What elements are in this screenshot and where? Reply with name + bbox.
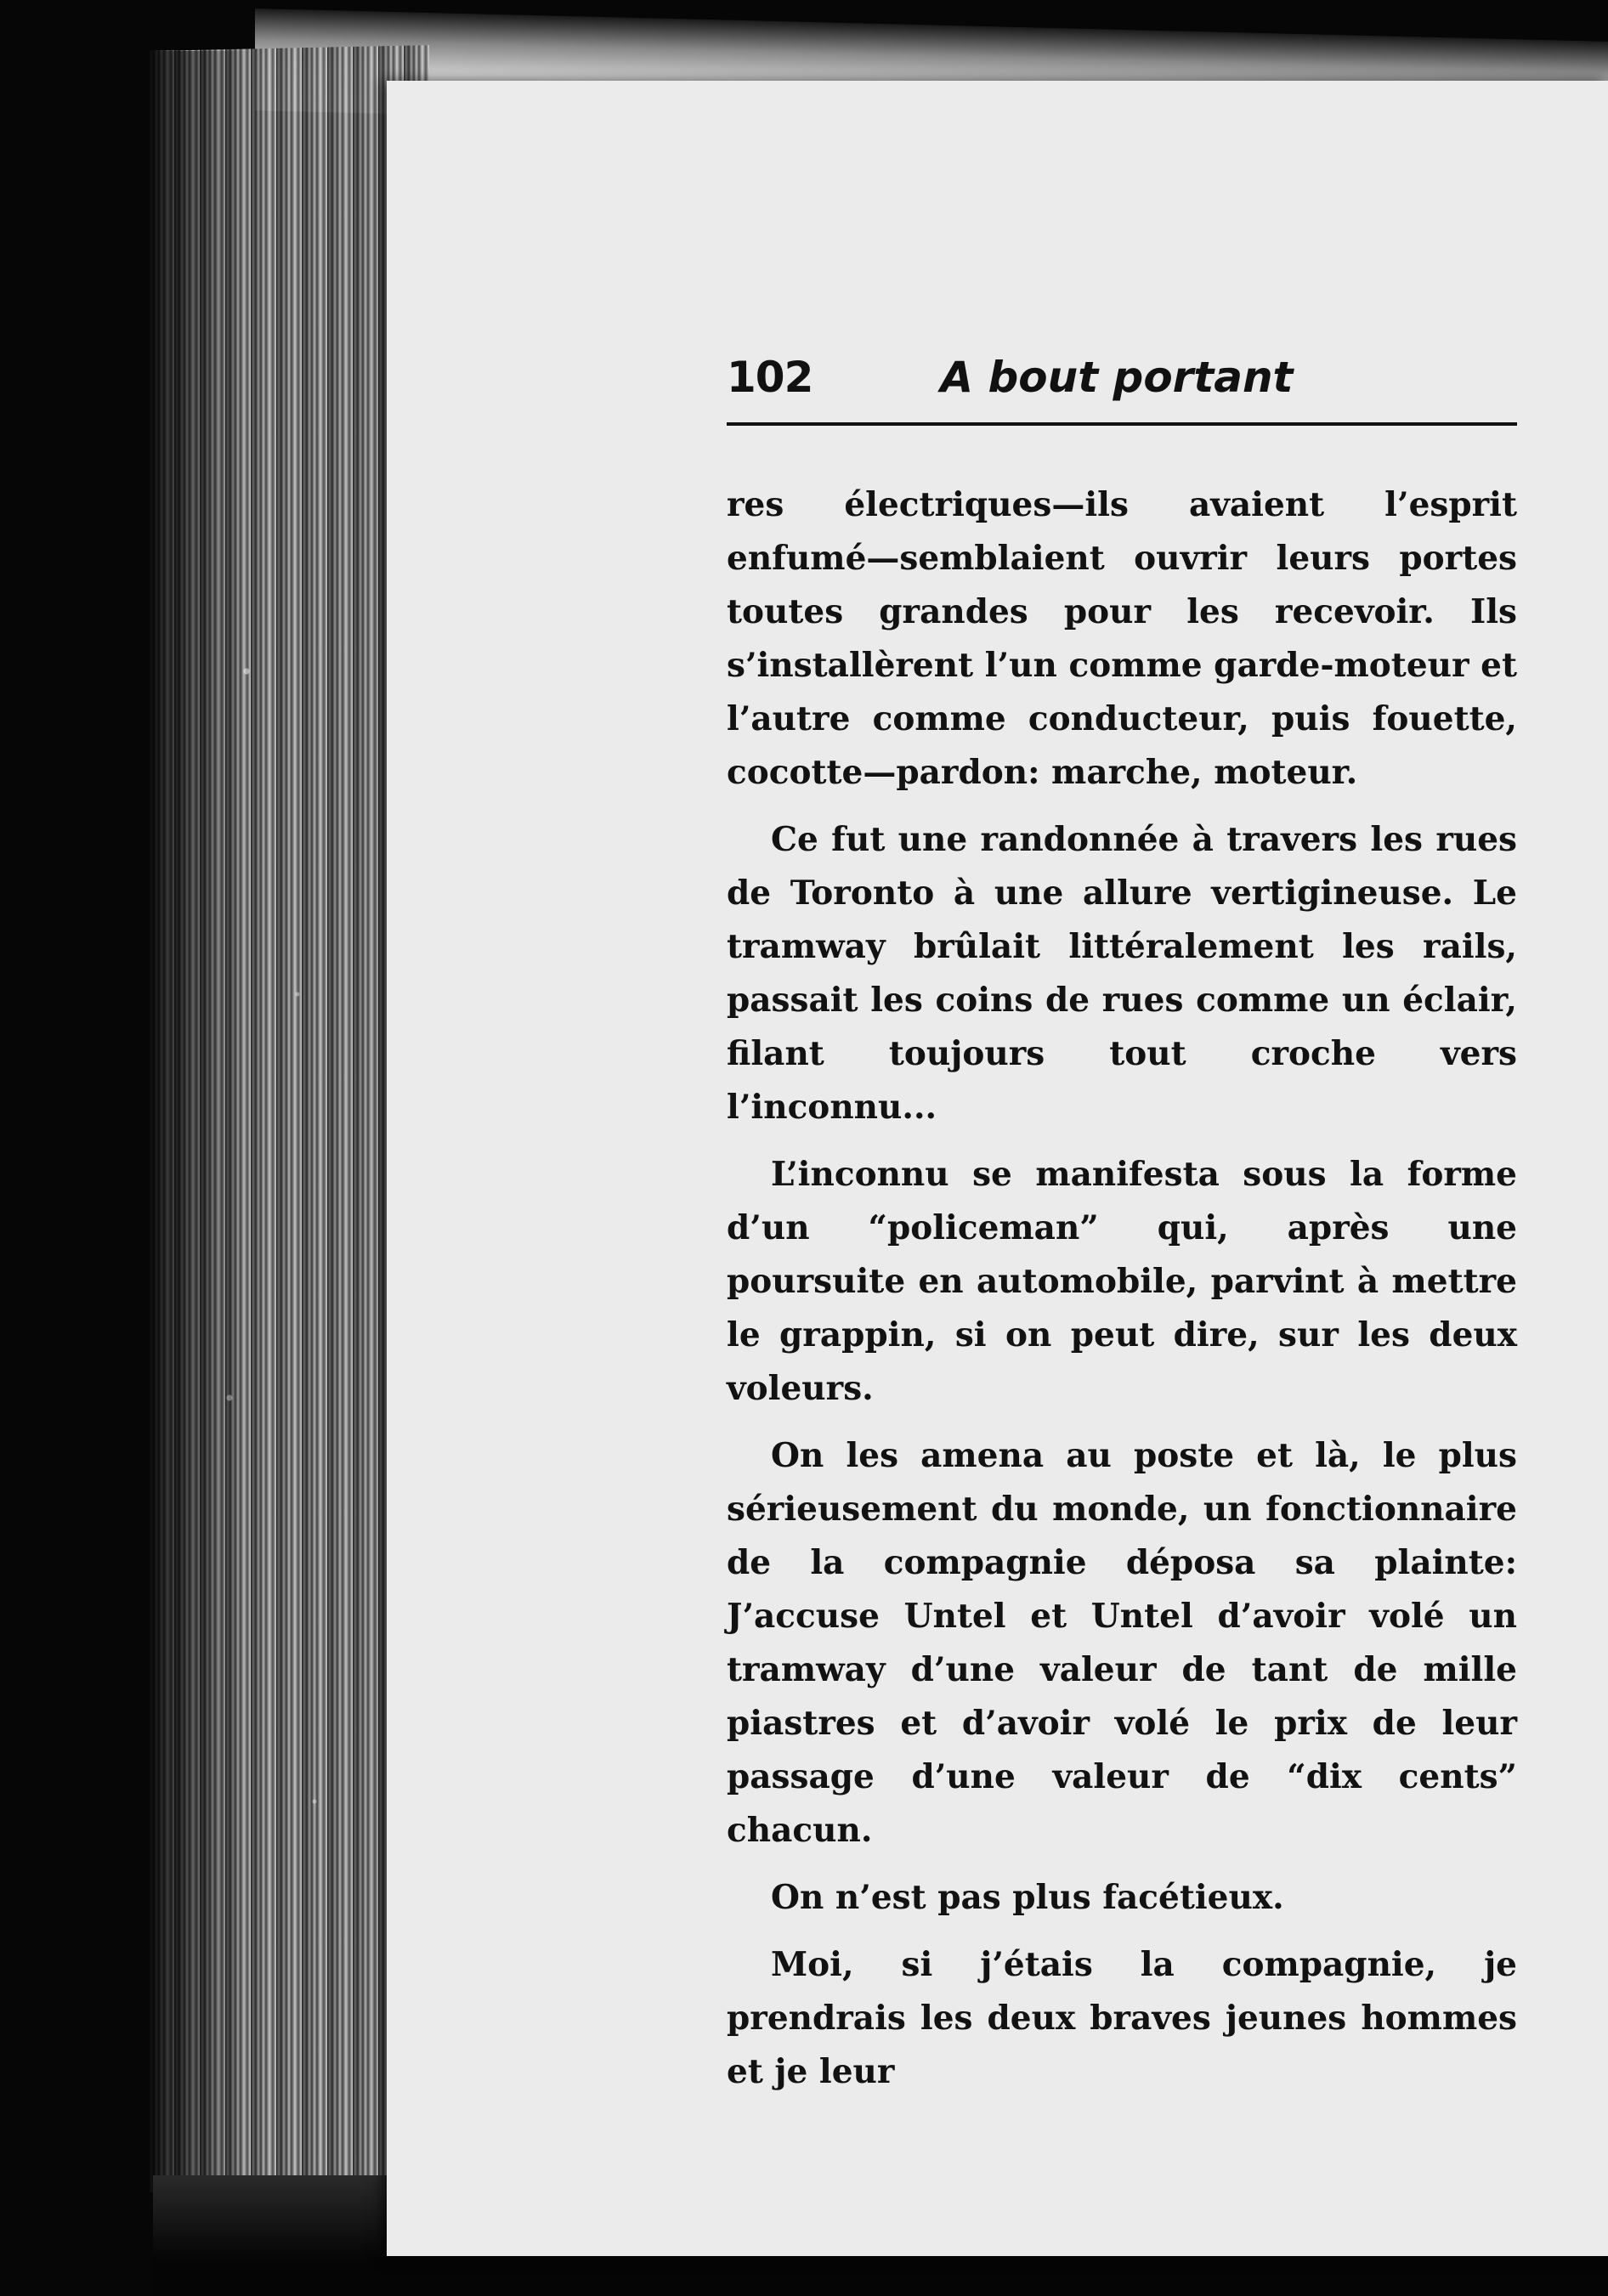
page-sheet xyxy=(387,81,1608,2256)
running-title: A bout portant xyxy=(940,353,1294,402)
dust-specks xyxy=(195,510,365,2124)
paragraph: L’inconnu se manifesta sous la forme d’un “policeman” qui, après une poursuite en automobile, parvint à mettre le grappin, si on peut dire, sur les deux voleurs. xyxy=(727,1155,1517,1408)
text-block xyxy=(727,353,1517,2099)
body-text xyxy=(727,478,1517,2099)
page-number: 102 xyxy=(727,353,813,402)
paragraph: Moi, si j’étais la compagnie, je prendrais les deux braves jeunes hommes et je leur xyxy=(727,1945,1517,2091)
paragraph: On n’est pas plus facétieux. xyxy=(771,1878,1284,1917)
paragraph: Ce fut une randonnée à travers les rues de Toronto à une allure vertigineuse. Le tramway brûlait littéralement les rails, passait les coins de rues comme un éclair, filant toujours tout croche vers l’inconnu... xyxy=(727,820,1517,1127)
head-rule xyxy=(727,422,1517,426)
paragraph: On les amena au poste et là, le plus sérieusement du monde, un fonctionnaire de la compagnie déposa sa plainte: J’accuse Untel et Untel d’avoir volé un tramway d’une valeur de tant de mille piastres et d’avoir volé le prix de leur passage d’une valeur de “dix cents” chacun. xyxy=(727,1436,1517,1850)
paragraph: res électriques—ils avaient l’esprit enfumé—semblaient ouvrir leurs portes toutes grandes pour les recevoir. Ils s’installèrent l’un comme garde-moteur et l’autre comme conducteur, puis fouette, cocotte—pardon: marche, moteur. xyxy=(727,485,1517,792)
running-head xyxy=(727,353,1500,414)
